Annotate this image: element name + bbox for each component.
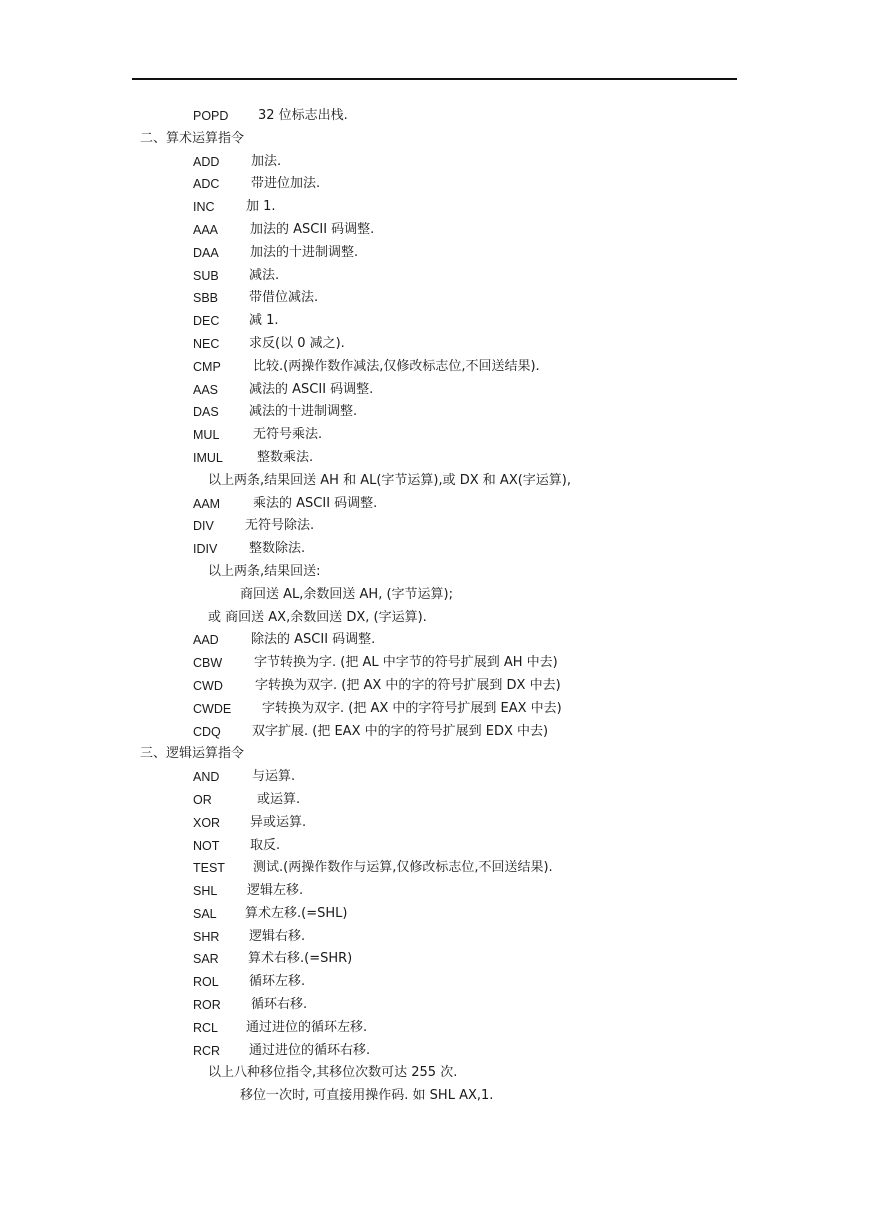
instruction-description: 求反(以 0 减之). xyxy=(249,335,345,351)
instruction-description: 整数乘法. xyxy=(257,449,314,465)
instruction-mnemonic: IDIV xyxy=(193,542,218,557)
instruction-description: 加法的 ASCII 码调整. xyxy=(250,221,375,237)
instruction-description: 除法的 ASCII 码调整. xyxy=(251,632,376,648)
instruction-mnemonic: ROL xyxy=(193,975,219,990)
instruction-mnemonic: DAS xyxy=(193,405,219,420)
instruction-description: 字节转换为字. (把 AL 中字节的符号扩展到 AH 中去) xyxy=(254,655,558,671)
instruction-mnemonic: CWD xyxy=(193,678,223,693)
instruction-mnemonic: CWDE xyxy=(193,701,232,716)
instruction-mnemonic: ADD xyxy=(193,154,220,169)
instruction-description: 整数除法. xyxy=(249,541,306,557)
instruction-mnemonic: DIV xyxy=(193,519,214,534)
instruction-row xyxy=(0,515,869,538)
instruction-mnemonic: POPD xyxy=(193,109,229,123)
instruction-mnemonic: ROR xyxy=(193,998,221,1013)
instruction-description: 减法的 ASCII 码调整. xyxy=(249,381,374,397)
instruction-row xyxy=(0,880,869,903)
instruction-description: 减法. xyxy=(249,267,280,283)
instruction-mnemonic: CMP xyxy=(193,359,221,374)
instruction-description: 与运算. xyxy=(252,769,296,785)
instruction-description: 算术左移.(=SHL) xyxy=(245,905,348,921)
instruction-description: 双字扩展. (把 EAX 中的字的符号扩展到 EDX 中去) xyxy=(252,723,549,739)
instruction-mnemonic: DEC xyxy=(193,314,220,329)
instruction-row xyxy=(0,447,869,470)
instruction-mnemonic: AAA xyxy=(193,222,219,237)
instruction-mnemonic: AAM xyxy=(193,496,221,511)
instruction-row xyxy=(0,698,869,721)
instruction-row xyxy=(0,173,869,196)
instruction-row xyxy=(0,287,869,310)
instruction-row xyxy=(0,151,869,174)
instruction-row xyxy=(0,356,869,379)
instruction-row xyxy=(0,1017,869,1040)
instruction-row xyxy=(0,493,869,516)
section-heading: 三、逻辑运算指令 xyxy=(140,746,245,762)
note-text: 商回送 AL,余数回送 AH, (字节运算); xyxy=(240,586,453,602)
instruction-row xyxy=(0,675,869,698)
instruction-description: 循环左移. xyxy=(249,974,306,990)
instruction-row xyxy=(0,310,869,333)
instruction-mnemonic: SAR xyxy=(193,952,219,967)
instruction-description: 带进位加法. xyxy=(251,176,321,192)
instruction-row xyxy=(0,1040,869,1063)
instruction-description: 无符号除法. xyxy=(245,518,315,534)
instruction-mnemonic: DAA xyxy=(193,245,219,260)
instruction-mnemonic: XOR xyxy=(193,815,221,830)
instruction-description: 带借位减法. xyxy=(249,290,319,306)
instruction-description: 加 1. xyxy=(246,199,276,215)
instruction-description: 加法. xyxy=(251,153,282,169)
instruction-description: 加法的十进制调整. xyxy=(250,244,359,260)
instruction-row xyxy=(0,333,869,356)
note-text: 以上两条,结果回送: xyxy=(208,563,321,579)
note-text: 或 商回送 AX,余数回送 DX, (字运算). xyxy=(208,609,427,625)
instruction-mnemonic: SUB xyxy=(193,268,219,283)
note-text: 以上两条,结果回送 AH 和 AL(字节运算),或 DX 和 AX(字运算), xyxy=(208,472,571,488)
instruction-row xyxy=(0,219,869,242)
instruction-description: 逻辑右移. xyxy=(249,928,306,944)
instruction-row xyxy=(0,903,869,926)
instruction-row xyxy=(0,424,869,447)
instruction-row xyxy=(0,196,869,219)
instruction-description: 减法的十进制调整. xyxy=(249,404,358,420)
instruction-description: 取反. xyxy=(250,837,281,853)
instruction-description: 测试.(两操作数作与运算,仅修改标志位,不回送结果). xyxy=(253,860,553,876)
instruction-row xyxy=(0,766,869,789)
instruction-description: 异或运算. xyxy=(250,814,307,830)
instruction-row xyxy=(0,401,869,424)
document-body xyxy=(0,105,869,1108)
note-text: 以上八种移位指令,其移位次数可达 255 次. xyxy=(208,1065,458,1081)
instruction-description: 乘法的 ASCII 码调整. xyxy=(253,495,378,511)
note-text: 移位一次时, 可直接用操作码. 如 SHL AX,1. xyxy=(240,1088,494,1104)
instruction-row xyxy=(0,265,869,288)
instruction-row xyxy=(0,652,869,675)
instruction-row xyxy=(0,971,869,994)
instruction-description: 或运算. xyxy=(257,791,301,807)
instruction-row xyxy=(0,721,869,744)
instruction-row xyxy=(0,926,869,949)
instruction-description: 比较.(两操作数作减法,仅修改标志位,不回送结果). xyxy=(253,358,540,374)
instruction-description: 32 位标志出栈. xyxy=(258,108,348,123)
instruction-mnemonic: SHL xyxy=(193,884,218,899)
instruction-description: 无符号乘法. xyxy=(253,427,323,443)
instruction-description: 字转换为双字. (把 AX 中的字符号扩展到 EAX 中去) xyxy=(262,700,562,716)
instruction-description: 循环右移. xyxy=(251,997,308,1013)
instruction-row xyxy=(0,812,869,835)
instruction-description: 通过进位的循环右移. xyxy=(249,1042,371,1058)
header-rule xyxy=(132,78,737,80)
instruction-mnemonic: AND xyxy=(193,770,220,785)
instruction-mnemonic: RCL xyxy=(193,1020,219,1035)
instruction-row xyxy=(0,629,869,652)
instruction-mnemonic: IMUL xyxy=(193,450,223,465)
instruction-mnemonic: CDQ xyxy=(193,724,221,739)
instruction-mnemonic: NOT xyxy=(193,838,220,853)
instruction-mnemonic: NEC xyxy=(193,336,220,351)
instruction-mnemonic: AAD xyxy=(193,633,219,648)
instruction-description: 减 1. xyxy=(249,313,279,329)
instruction-row xyxy=(0,948,869,971)
instruction-row xyxy=(0,994,869,1017)
section-heading: 二、算术运算指令 xyxy=(140,130,245,146)
instruction-description: 字转换为双字. (把 AX 中的字的符号扩展到 DX 中去) xyxy=(255,677,561,693)
instruction-mnemonic: INC xyxy=(193,200,215,215)
instruction-row xyxy=(0,379,869,402)
instruction-mnemonic: TEST xyxy=(193,861,225,876)
instruction-mnemonic: SBB xyxy=(193,291,219,306)
instruction-row xyxy=(0,538,869,561)
instruction-description: 通过进位的循环左移. xyxy=(246,1019,368,1035)
instruction-mnemonic: ADC xyxy=(193,177,220,192)
instruction-description: 逻辑左移. xyxy=(247,883,304,899)
instruction-mnemonic: SAL xyxy=(193,906,217,921)
instruction-mnemonic: AAS xyxy=(193,382,219,397)
instruction-mnemonic: CBW xyxy=(193,656,223,671)
instruction-row xyxy=(0,242,869,265)
instruction-mnemonic: RCR xyxy=(193,1043,221,1058)
instruction-row xyxy=(0,857,869,880)
instruction-row xyxy=(0,835,869,858)
instruction-row xyxy=(0,105,869,128)
instruction-mnemonic: OR xyxy=(193,792,212,807)
instruction-mnemonic: SHR xyxy=(193,929,220,944)
instruction-description: 算术右移.(=SHR) xyxy=(248,951,353,967)
instruction-row xyxy=(0,789,869,812)
instruction-mnemonic: MUL xyxy=(193,428,220,443)
